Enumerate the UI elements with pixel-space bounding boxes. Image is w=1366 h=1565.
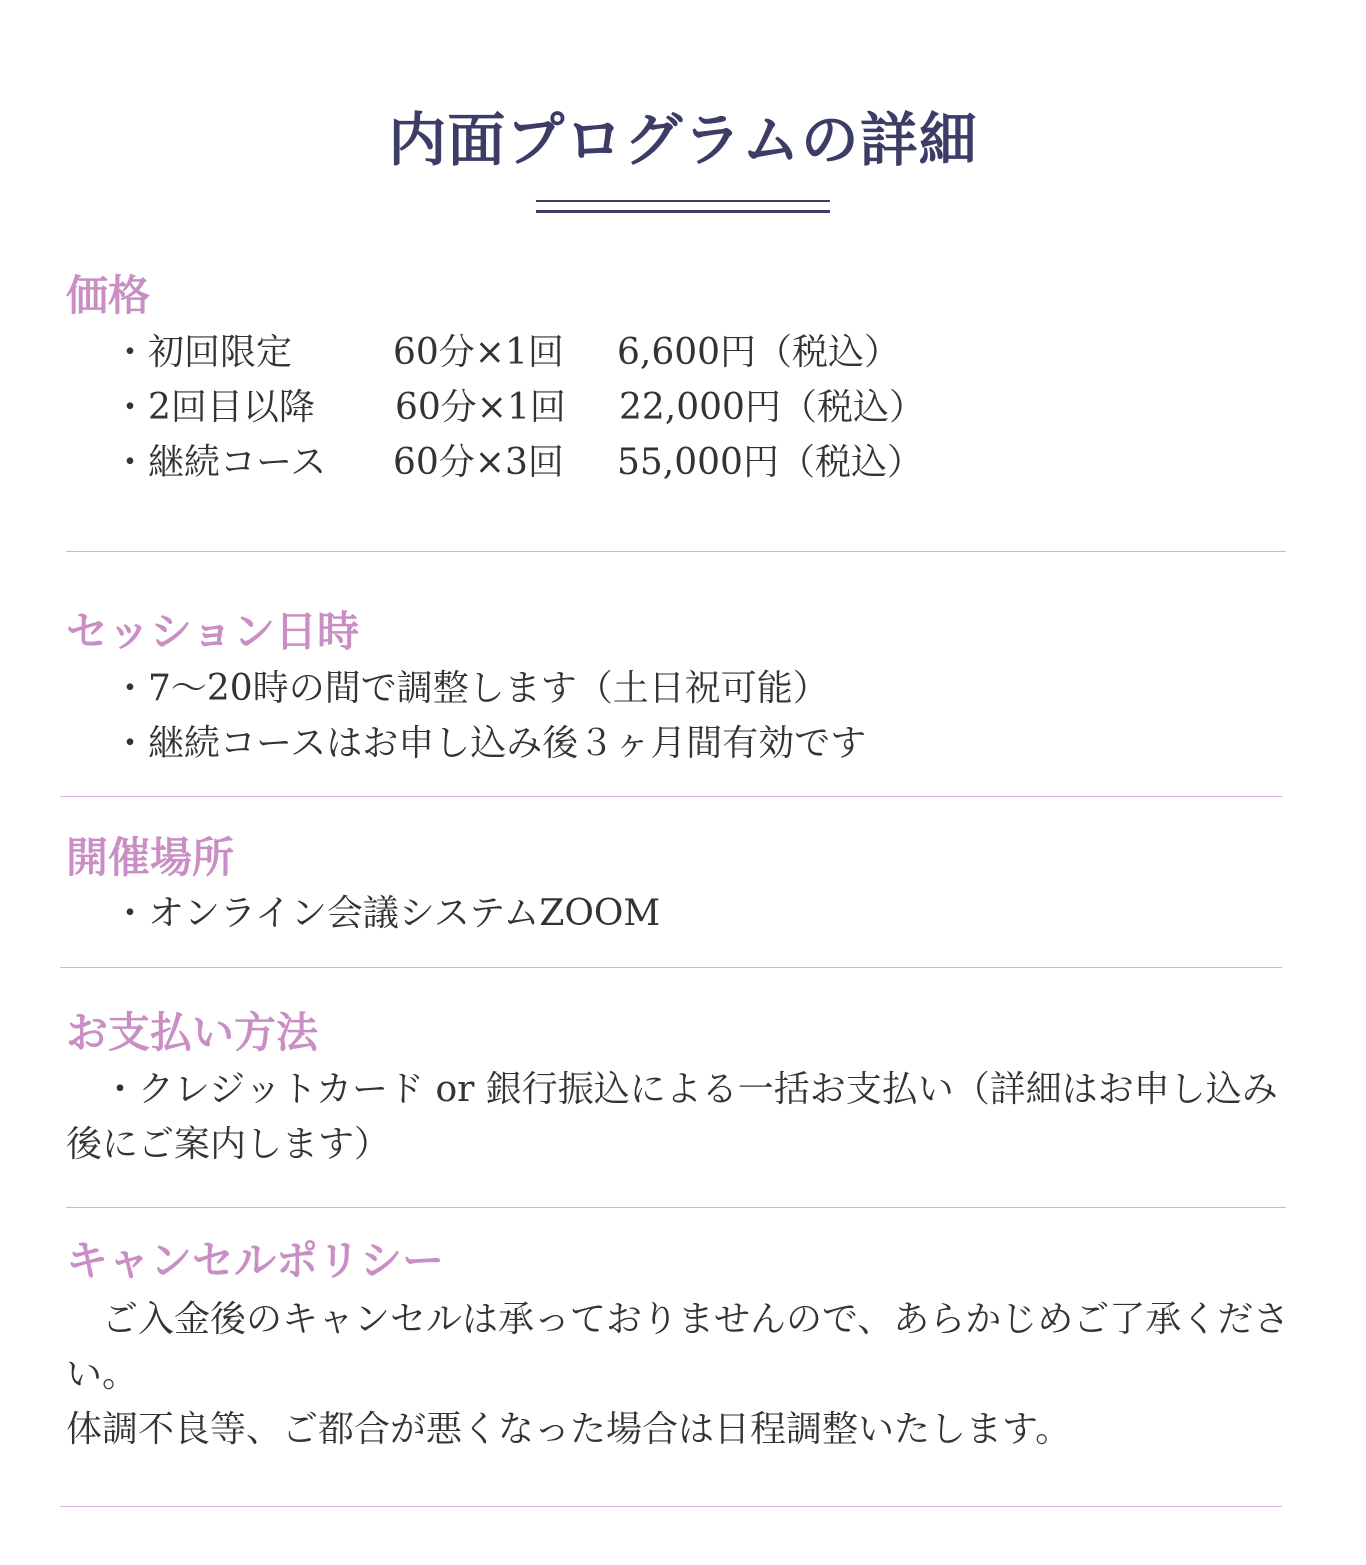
price-row-2-label: ・2回目以降 — [112, 387, 315, 428]
title-underline-top — [536, 200, 830, 202]
venue-item-zoom: ・オンライン会議システムZOOM — [112, 893, 661, 934]
divider-venue — [60, 967, 1282, 968]
divider-session — [60, 796, 1282, 797]
divider-cancel — [60, 1506, 1282, 1507]
divider-payment — [66, 1207, 1286, 1208]
cancel-heading: キャンセルポリシー — [66, 1236, 445, 1285]
session-heading: セッション日時 — [66, 607, 360, 656]
price-row-2-amount: 22,000円（税込） — [619, 387, 925, 428]
cancel-text-1: ご入金後のキャンセルは承っておりませんので、あらかじめご了承ください。 — [66, 1299, 1290, 1395]
price-row-1-label: ・初回限定 — [112, 332, 293, 373]
price-row-3-duration: 60分×3回 — [393, 442, 564, 483]
price-heading: 価格 — [66, 271, 151, 320]
venue-heading: 開催場所 — [66, 833, 235, 882]
price-row-3-amount: 55,000円（税込） — [617, 442, 923, 483]
price-row-1-duration: 60分×1回 — [393, 332, 564, 373]
session-item-validity: ・継続コースはお申し込み後３ヶ月間有効です — [112, 723, 867, 764]
page-title: 内面プログラムの詳細 — [388, 106, 978, 174]
divider-price — [66, 551, 1286, 552]
session-item-hours: ・7～20時の間で調整します（土日祝可能） — [112, 668, 829, 709]
price-row-3-label: ・継続コース — [112, 442, 327, 483]
cancel-text-2: 体調不良等、ご都合が悪くなった場合は日程調整いたします。 — [66, 1409, 1072, 1450]
payment-text: ・クレジットカード or 銀行振込による一括お支払い（詳細はお申し込み後にご案内します） — [66, 1069, 1278, 1165]
payment-heading: お支払い方法 — [66, 1008, 319, 1057]
title-underline-bottom — [536, 210, 830, 213]
price-row-2-duration: 60分×1回 — [395, 387, 566, 428]
price-row-1-amount: 6,600円（税込） — [617, 332, 901, 373]
